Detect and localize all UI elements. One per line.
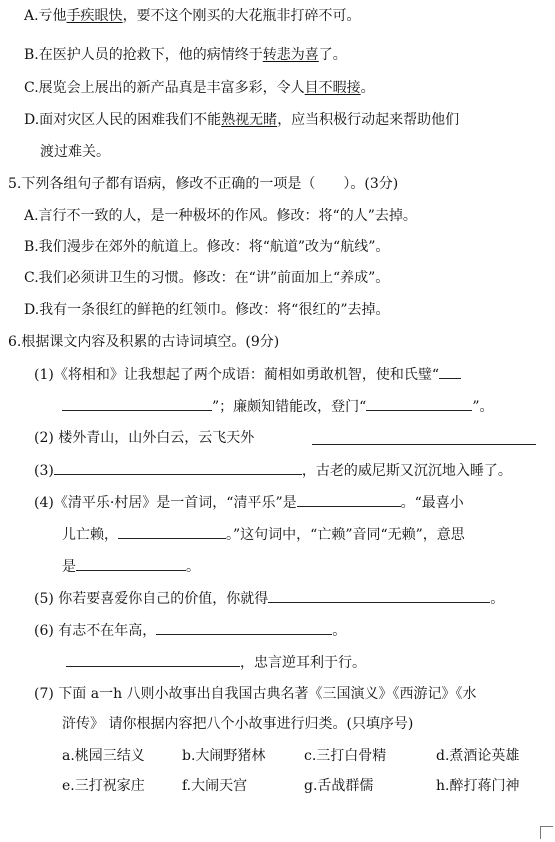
q6-item1-line2 [62,396,494,417]
q4-c-idiom: 目不暇接 [304,80,361,96]
q5-option-a: A.言行不一致的人，是一种极坏的作风。修改：将“的人”去掉。 [24,208,417,224]
q6-item4-line2 [62,524,465,545]
q6-item4-blank-b[interactable] [118,524,226,539]
q6-item6-line1 [34,620,346,641]
q4-option-a [24,6,361,26]
q6-item6-blank-a[interactable] [156,620,332,635]
q6-item1-blank-a[interactable] [439,364,461,379]
q4-option-d [24,110,459,130]
q5-stem: 5.下列各组句子都有语病，修改不正确的一项是（ ）。(3分) [8,176,399,192]
q4-option-b [24,45,347,65]
q6-item6-end: 。 [332,623,347,639]
q4-d-pre: D.面对灾区人民的困难我们不能 [24,112,222,128]
q6-item7-line1: (7) 下面 a一h 八则小故事出自我国古典名著《三国演义》《西游记》《水 [34,686,477,702]
q5-option-d: D.我有一条很红的鲜艳的红领巾。修改：将“很红的”去掉。 [24,302,390,318]
q5-option-b: B.我们漫步在郊外的航道上。修改：将“航道”改为“航线”。 [24,239,390,255]
q6-item2 [34,428,254,448]
q6-item1-blank-b[interactable] [62,396,212,411]
q6-item4-blank-c[interactable] [76,556,186,571]
q4-d-idiom: 熟视无睹 [221,112,278,128]
q6-item5 [34,588,504,609]
story-g: g.舌战群儒 [304,778,374,794]
q4-c-post: 。 [360,80,375,96]
q6-item1-line1 [34,364,461,385]
q6-item3-blank[interactable] [54,460,302,475]
q6-item4-line2-b: 。”这句词中，“亡赖”音同“无赖”，意思 [226,527,465,543]
q6-item1-mid: ”；廉颇知错能改，登门“ [212,399,367,415]
q6-item4-line2-a: 儿亡赖， [62,527,118,543]
story-e: e.三打祝家庄 [62,778,145,794]
q5-option-c: C.我们必须讲卫生的习惯。修改：在“讲”前面加上“养成”。 [24,270,390,286]
q6-item4-line3-a: 是 [62,559,76,575]
q4-a-post: ，要不这个刚买的大花瓶非打碎不可。 [122,8,361,24]
q6-item4-blank-a[interactable] [297,492,401,507]
q4-d-post: ，应当积极行动起来帮助他们 [277,112,460,128]
q6-item4-line3 [62,556,200,577]
q6-item7-line2: 浒传》 请你根据内容把八个小故事进行归类。(只填序号) [62,716,414,732]
q6-item4-line1 [34,492,464,513]
q6-item6-text: (6) 有志不在年高， [34,623,157,639]
q6-item1-text: (1)《将相和》让我想起了两个成语：蔺相如勇敢机智，使和氏璧“ [34,367,439,383]
story-a: a.桃园三结义 [62,748,145,764]
page-corner-mark [540,826,553,839]
story-f: f.大闹天宫 [182,778,248,794]
q4-c-pre: C.展览会上展出的新产品真是丰富多彩，令人 [24,80,305,96]
q6-item1-end: ”。 [472,399,494,415]
q6-item3 [34,460,512,481]
q6-item6-line2 [66,652,366,673]
q6-item4-text: (4)《清平乐·村居》是一首词，“清平乐”是 [34,495,297,511]
q6-item5-text: (5) 你若要喜爱你自己的价值，你就得 [34,591,269,607]
story-h: h.醉打蒋门神 [436,778,520,794]
q6-item4-line3-b: 。 [186,559,200,575]
q6-item1-blank-c[interactable] [366,396,472,411]
q6-item5-blank[interactable] [268,588,490,603]
q4-option-c [24,78,375,98]
q4-option-d-cont: 渡过难关。 [40,144,110,160]
story-d: d.煮酒论英雄 [436,748,520,764]
q4-b-pre: B.在医护人员的抢救下，他的病情终于 [24,47,263,63]
q4-a-pre: A.亏他 [24,8,67,24]
story-c: c.三打白骨精 [304,748,387,764]
q4-b-idiom: 转悲为喜 [262,47,319,63]
q6-item3-label: (3) [34,463,54,479]
q6-item4-quote: 。“最喜小 [400,495,464,511]
q6-item2-blank[interactable] [312,430,536,445]
q6-item6-text2: ，忠言逆耳利于行。 [240,655,366,671]
story-b: b.大闹野猪林 [182,748,266,764]
q6-item5-end: 。 [490,591,505,607]
q4-b-post: 了。 [318,47,347,63]
q6-item6-blank-b[interactable] [66,652,240,667]
q6-item3-text: ，古老的威尼斯又沉沉地入睡了。 [301,463,512,479]
q6-stem: 6.根据课文内容及积累的古诗词填空。(9分) [8,334,280,350]
q6-item2-text: (2) 楼外青山，山外白云，云飞天外 [34,430,255,446]
q4-a-idiom: 手疾眼快 [66,8,123,24]
